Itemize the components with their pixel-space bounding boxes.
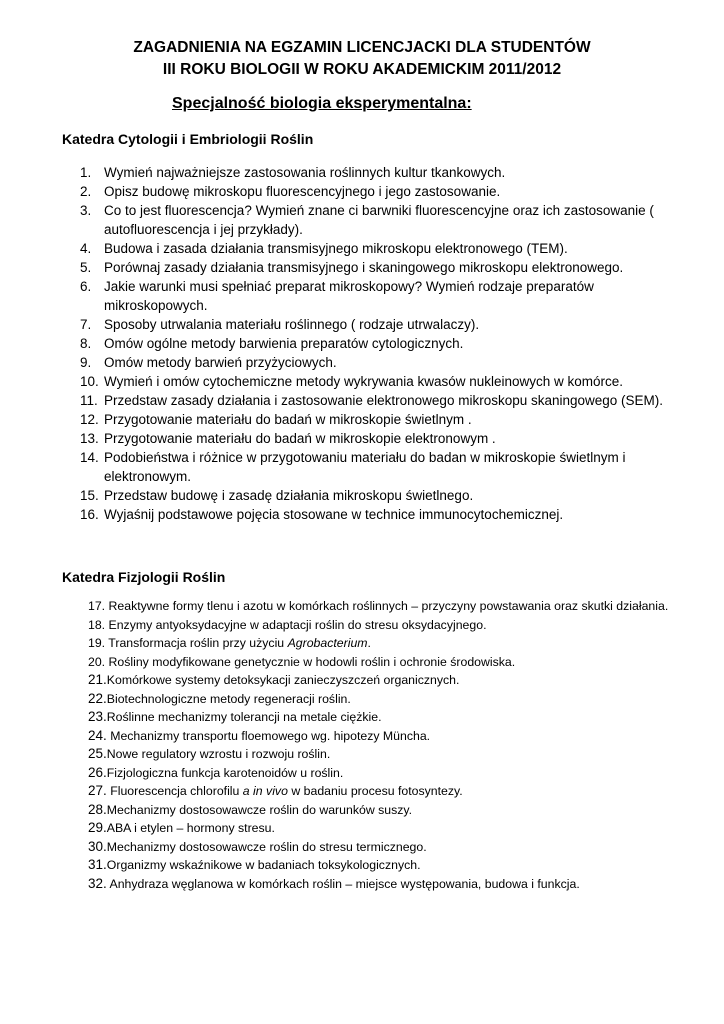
item-number: 4. [80, 241, 92, 256]
list-item [88, 745, 688, 764]
item-number: 13. [80, 431, 99, 446]
item-number: 3. [80, 203, 92, 218]
item-number: 7. [80, 317, 92, 332]
item-number: 9. [80, 355, 92, 370]
list-item [80, 277, 690, 315]
list-item [80, 201, 690, 239]
item-text: Przedstaw budowę i zasadę działania mikroskopu świetlnego. [104, 488, 474, 503]
item-number: 5. [80, 260, 92, 275]
item-text: Biotechnologiczne metody regeneracji roślin. [106, 691, 351, 706]
item-number: 1. [80, 165, 92, 180]
item-text: Anhydraza węglanowa w komórkach roślin – miejsce występowania, budowa i funkcja. [106, 876, 580, 891]
item-text: Jakie warunki musi spełniać preparat mikroskopowy? Wymień rodzaje preparatów mikroskopowych. [104, 279, 594, 313]
item-text: . [367, 636, 371, 650]
item-number: 11. [80, 393, 98, 408]
item-number: 28. [88, 801, 107, 817]
item-text: Mechanizmy dostosowawcze roślin do stresu termicznego. [106, 839, 427, 854]
item-number: 8. [80, 336, 92, 351]
item-text: Mechanizmy transportu floemowego wg. hipotezy Müncha. [106, 728, 431, 743]
item-number: 27. [88, 783, 107, 798]
item-text: Podobieństwa i różnice w przygotowaniu materiału do badan w mikroskopie świetlnym i elektronowym. [104, 450, 626, 484]
item-number: 22. [88, 690, 107, 706]
item-text: Co to jest fluorescencja? Wymień znane ci barwniki fluorescencyjne oraz ich zastosowanie ( autofluorescencja i jej przykłady). [104, 203, 654, 237]
list-item [88, 671, 688, 690]
item-text-italic: a in vivo [242, 784, 288, 798]
list-item [80, 486, 690, 505]
section-heading-cytology: Katedra Cytologii i Embriologii Roślin [62, 131, 314, 147]
item-text: Wymień i omów cytochemiczne metody wykrywania kwasów nukleinowych w komórce. [104, 374, 624, 389]
item-text: Przygotowanie materiału do badań w mikroskopie elektronowym . [104, 431, 496, 446]
list-item [88, 708, 688, 727]
item-text: Mechanizmy dostosowawcze roślin do warunków suszy. [106, 802, 413, 817]
list-item [80, 505, 690, 524]
item-text: ABA i etylen – hormony stresu. [106, 821, 275, 835]
list-item [80, 258, 690, 277]
item-text: Fizjologiczna funkcja karotenoidów u roślin. [106, 765, 344, 780]
item-text: Omów metody barwień przyżyciowych. [104, 355, 337, 370]
list-item [80, 372, 690, 391]
list-item [80, 429, 690, 448]
item-number: 26. [88, 764, 107, 780]
list-item [88, 819, 688, 838]
list-item [88, 727, 688, 746]
item-number: 10. [80, 374, 99, 389]
list-item [88, 856, 688, 875]
item-number: 30. [88, 838, 107, 854]
list-item: 17. Reaktywne formy tlenu i azotu w komórkach roślinnych – przyczyny powstawania oraz skutki działania. [88, 599, 669, 613]
list-item: 20. Rośliny modyfikowane genetycznie w hodowli roślin i ochronie środowiska. [88, 654, 516, 669]
item-number: 16. [80, 507, 99, 522]
item-number: 32. [88, 875, 107, 891]
list-item [88, 782, 688, 801]
physiology-question-list [88, 597, 688, 893]
list-item [80, 353, 690, 372]
item-number: 14. [80, 450, 99, 465]
item-number: 31. [88, 857, 107, 872]
list-item [80, 448, 690, 486]
list-item [88, 875, 688, 894]
item-number: 2. [80, 184, 92, 199]
list-item [80, 410, 690, 429]
item-text: Przedstaw zasady działania i zastosowanie elektronowego mikroskopu skaningowego (SEM). [104, 393, 664, 408]
item-number: 15. [80, 488, 99, 503]
item-text: Budowa i zasada działania transmisyjnego mikroskopu elektronowego (TEM). [104, 241, 568, 256]
item-text: Roślinne mechanizmy tolerancji na metale ciężkie. [106, 710, 382, 724]
item-number: 6. [80, 279, 92, 294]
cytology-question-list [80, 163, 690, 524]
item-text: Nowe regulatory wzrostu i rozwoju roślin. [106, 747, 331, 761]
document-title-line-2: III ROKU BIOLOGII W ROKU AKADEMICKIM 2011/2012 [162, 61, 562, 78]
item-number: 23. [88, 709, 107, 724]
list-item [88, 801, 688, 820]
item-number: 24. [88, 727, 107, 743]
item-number: 25. [88, 746, 107, 761]
item-number: 29. [88, 820, 107, 835]
item-text: Sposoby utrwalania materiału roślinnego ( rodzaje utrwalaczy). [104, 317, 480, 332]
document-title-line-1: ZAGADNIENIA NA EGZAMIN LICENCJACKI DLA STUDENTÓW [133, 39, 591, 56]
list-item: 18. Enzymy antyoksydacyjne w adaptacji roślin do stresu oksydacyjnego. [88, 617, 487, 632]
list-item [88, 838, 688, 857]
item-text: Wyjaśnij podstawowe pojęcia stosowane w technice immunocytochemicznej. [104, 507, 564, 522]
item-text: Przygotowanie materiału do badań w mikroskopie świetlnym . [104, 412, 472, 427]
item-text: Wymień najważniejsze zastosowania roślinnych kultur tkankowych. [104, 165, 506, 180]
list-item [80, 334, 690, 353]
item-number: 12. [80, 412, 99, 427]
list-item [80, 315, 690, 334]
item-text: Fluorescencja chlorofilu [106, 784, 243, 798]
list-item [80, 239, 690, 258]
item-text-italic: Agrobacterium [287, 636, 368, 650]
list-item [88, 690, 688, 709]
list-item [88, 764, 688, 783]
item-text: Organizmy wskaźnikowe w badaniach toksykologicznych. [106, 858, 421, 872]
specialty-heading: Specjalność biologia eksperymentalna: [172, 95, 472, 112]
list-item [80, 391, 690, 410]
item-text: 19. Transformacja roślin przy użyciu [88, 636, 288, 650]
item-text: w badaniu procesu fotosyntezy. [287, 784, 463, 798]
item-text: Komórkowe systemy detoksykacji zanieczyszczeń organicznych. [106, 673, 460, 687]
list-item [80, 182, 690, 201]
item-text: Omów ogólne metody barwienia preparatów cytologicznych. [104, 336, 464, 351]
item-text: Porównaj zasady działania transmisyjnego i skaningowego mikroskopu elektronowego. [104, 260, 624, 275]
list-item [80, 163, 690, 182]
item-text: Opisz budowę mikroskopu fluorescencyjnego i jego zastosowanie. [104, 184, 501, 199]
section-heading-physiology: Katedra Fizjologii Roślin [62, 569, 226, 585]
list-item [88, 634, 688, 653]
item-number: 21. [88, 672, 107, 687]
